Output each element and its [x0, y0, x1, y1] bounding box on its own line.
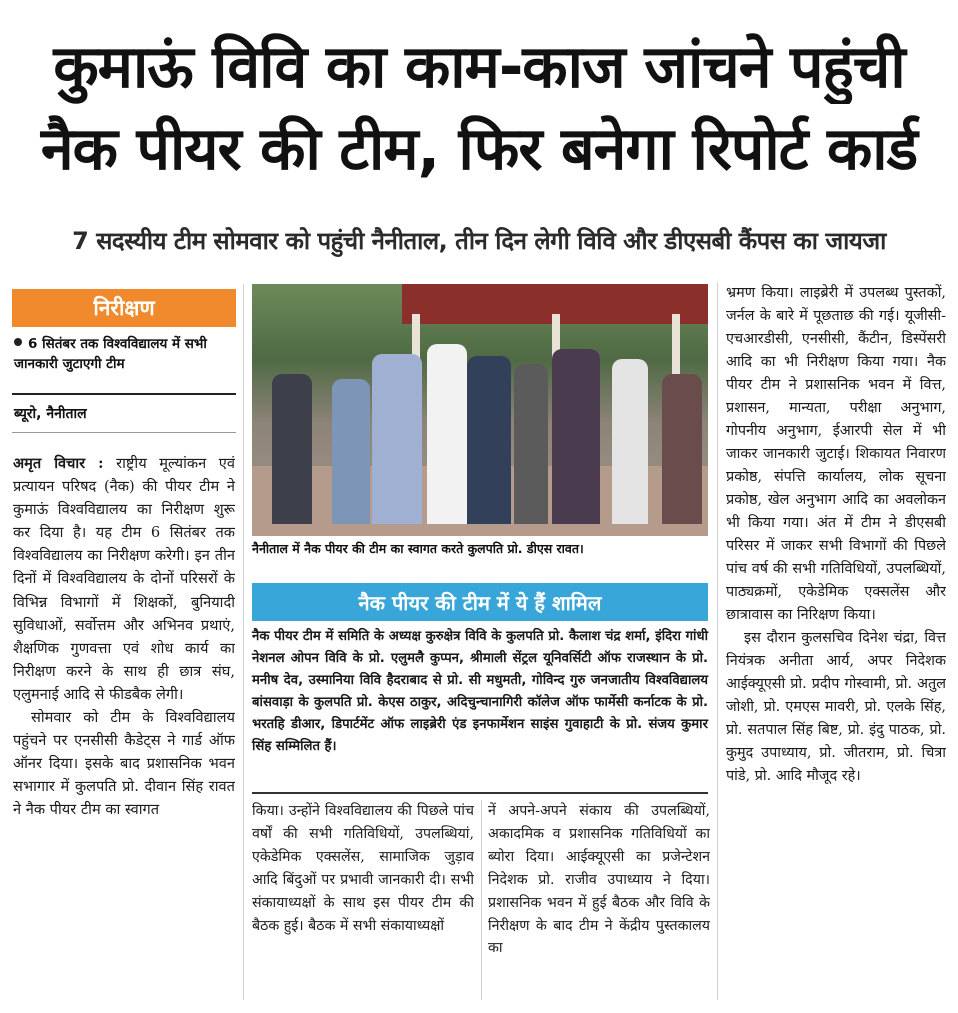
section-ribbon: निरीक्षण — [12, 289, 236, 327]
photo-person — [272, 374, 312, 524]
column-1-paragraph-1: राष्ट्रीय मूल्यांकन एवं प्रत्यायन परिषद (नैक) की पीयर टीम ने कुमाऊं विश्वविद्यालय का निरीक्षण शुरू कर दिया है। यह टीम 6 सितंबर तक विश्वविद्यालय का निरीक्षण करेगी। इन तीन दिनों में विश्वविद्यालय के दोनों परिसरों के विभिन्न विभागों में शिक्षकों, बुनियादी सुविधाओं, सर्वोत्तम और अभिनव प्रथाएं, शैक्षणिक गुणवत्ता एवं शोध कार्य का निरीक्षण करने के साथ ही छात्र संघ, एलुमनाई आदि से फीडबैक लेगी। — [13, 455, 235, 703]
column-separator — [243, 284, 244, 1000]
article-column-4 — [726, 282, 946, 788]
column-separator — [717, 282, 718, 1000]
subheadline: 7 सदस्यीय टीम सोमवार को पहुंची नैनीताल, तीन दिन लेगी विवि और डीएसबी कैंपस का जायजा — [72, 227, 886, 255]
photo-person — [514, 364, 548, 524]
sidebar-divider — [12, 393, 236, 395]
photo-person — [427, 344, 467, 524]
headline-line-2: नैक पीयर की टीम, फिर बनेगा रिपोर्ट कार्ड — [40, 114, 918, 183]
article-column-1 — [13, 452, 235, 822]
dateline-divider — [12, 432, 236, 433]
photo-person — [372, 354, 422, 524]
photo-person — [612, 359, 648, 524]
column-separator — [481, 800, 482, 1000]
photo-person — [662, 374, 702, 524]
column-2-paragraph: किया। उन्होंने विश्वविद्यालय की पिछले पांच वर्षों की सभी गतिविधियों, उपलब्धियां, एकेडेमिक एक्सलेंस, सामाजिक जुड़ाव आदि बिंदुओं पर प्रभावी जानकारी दी। सभी संकायाध्यक्षों के साथ इस पीयर टीम की बैठक हुई। बैठक में सभी संकायाध्यक्षों — [252, 803, 474, 934]
column-3-paragraph: नें अपने-अपने संकाय की उपलब्धियों, अकादमिक व प्रशासनिक गतिविधियों का ब्योरा दिया। आईक्यूएसी का प्रजेन्टेशन निदेशक प्रो. राजीव उपाध्याय ने दिया। प्रशासनिक भवन में हुई बैठक और विवि के निरीक्षण के बाद टीम ने केंद्रीय पुस्तकालय का — [488, 803, 710, 957]
bullet-dot-icon — [14, 338, 22, 346]
lead-credit: अमृत विचार : — [13, 455, 104, 472]
column-4-paragraph-2: इस दौरान कुलसचिव दिनेश चंद्रा, वित्त नियंत्रक अनीता आर्य, अपर निदेशक आईक्यूएसी प्रो. प्रदीप गोस्वामी, प्रो. अतुल जोशी, प्रो. एमएस मावरी, प्रो. एलके सिंह, प्रो. सतपाल सिंह बिष्ट, प्रो. इंदु पाठक, प्रो. कुमुद उपाध्याय, प्रो. जीतराम, प्रो. चित्रा पांडे, प्रो. आदि मौजूद रहे। — [726, 630, 946, 784]
photo-person — [552, 349, 600, 524]
members-box-text: नैक पीयर टीम में समिति के अध्यक्ष कुरुक्षेत्र विवि के कुलपति प्रो. कैलाश चंद्र शर्मा, इंदिरा गांधी नेशनल ओपन विवि के प्रो. एलुमलै कुप्पन, श्रीमाली सेंट्रल यूनिवर्सिटी ऑफ राजस्थान के प्रो. मनीष देव, उस्मानिया विवि हैदराबाद से प्रो. सी मधुमती, गोविन्द गुरु जनजातीय विश्वविद्यालय बांसवाड़ा के कुलपति प्रो. केएस ठाकुर, अदिचुन्चानागिरी कॉलेज ऑफ फार्मेसी कर्नाटक के प्रो. भरतहि डीआर, डिपार्टमेंट ऑफ लाइब्रेरी एंड इनफार्मेशन साइंस गुवाहाटी के प्रो. संजय कुमार सिंह सम्मिलित हैं। — [252, 629, 708, 754]
article-column-2 — [252, 800, 474, 937]
members-box-title: नैक पीयर की टीम में ये हैं शामिल — [252, 583, 708, 621]
members-box-divider — [252, 792, 708, 794]
column-4-paragraph-1: भ्रमण किया। लाइब्रेरी में उपलब्ध पुस्तकों, जर्नल के बारे में पूछताछ की गई। यूजीसी-एचआरडीसी, एनसीसी, कैंटीन, डिस्पेंसरी आदि का भी निरीक्षण किया गया। नैक पीयर टीम ने प्रशासनिक भवन में वित्त, प्रशासन, मान्यता, परीक्षा अनुभाग, गोपनीय अनुभाग, ईआरपी सेल में भी जाकर जानकारी जुटाई। शिकायत निवारण प्रकोष्ठ, संपत्ति कार्यालय, लोक सूचना प्रकोष्ठ, खेल अनुभाग आदि का अवलोकन भी किया गया। अंत में टीम ने डीएसबी परिसर में जाकर सभी विभागों की पिछले पांच वर्ष की सभी गतिविधियों, उपलब्धियों, पाठ्यक्रमों, एकेडेमिक एक्सलेंस और छात्रावास का निरिक्षण किया। — [726, 285, 946, 623]
headline-line-1: कुमाऊं विवि का काम-काज जांचने पहुंची — [53, 32, 905, 101]
photo-caption: नैनीताल में नैक पीयर की टीम का स्वागत करते कुलपति प्रो. डीएस रावत। — [252, 541, 584, 556]
news-photo — [252, 284, 708, 536]
photo-person — [332, 379, 370, 524]
highlight-bullet — [14, 334, 236, 374]
photo-person — [467, 356, 511, 524]
article-column-3 — [488, 800, 710, 960]
dateline: ब्यूरो, नैनीताल — [14, 406, 87, 422]
highlight-text: 6 सितंबर तक विश्वविद्यालय में सभी जानकारी जुटाएगी टीम — [14, 336, 207, 372]
column-1-paragraph-2: सोमवार को टीम के विश्वविद्यालय पहुंचने पर एनसीसी कैडेट्स ने गार्ड ऑफ ऑनर दिया। इसके बाद प्रशासनिक भवन सभागार में कुलपति प्रो. दीवान सिंह रावत ने नैक पीयर टीम का स्वागत — [13, 709, 235, 819]
